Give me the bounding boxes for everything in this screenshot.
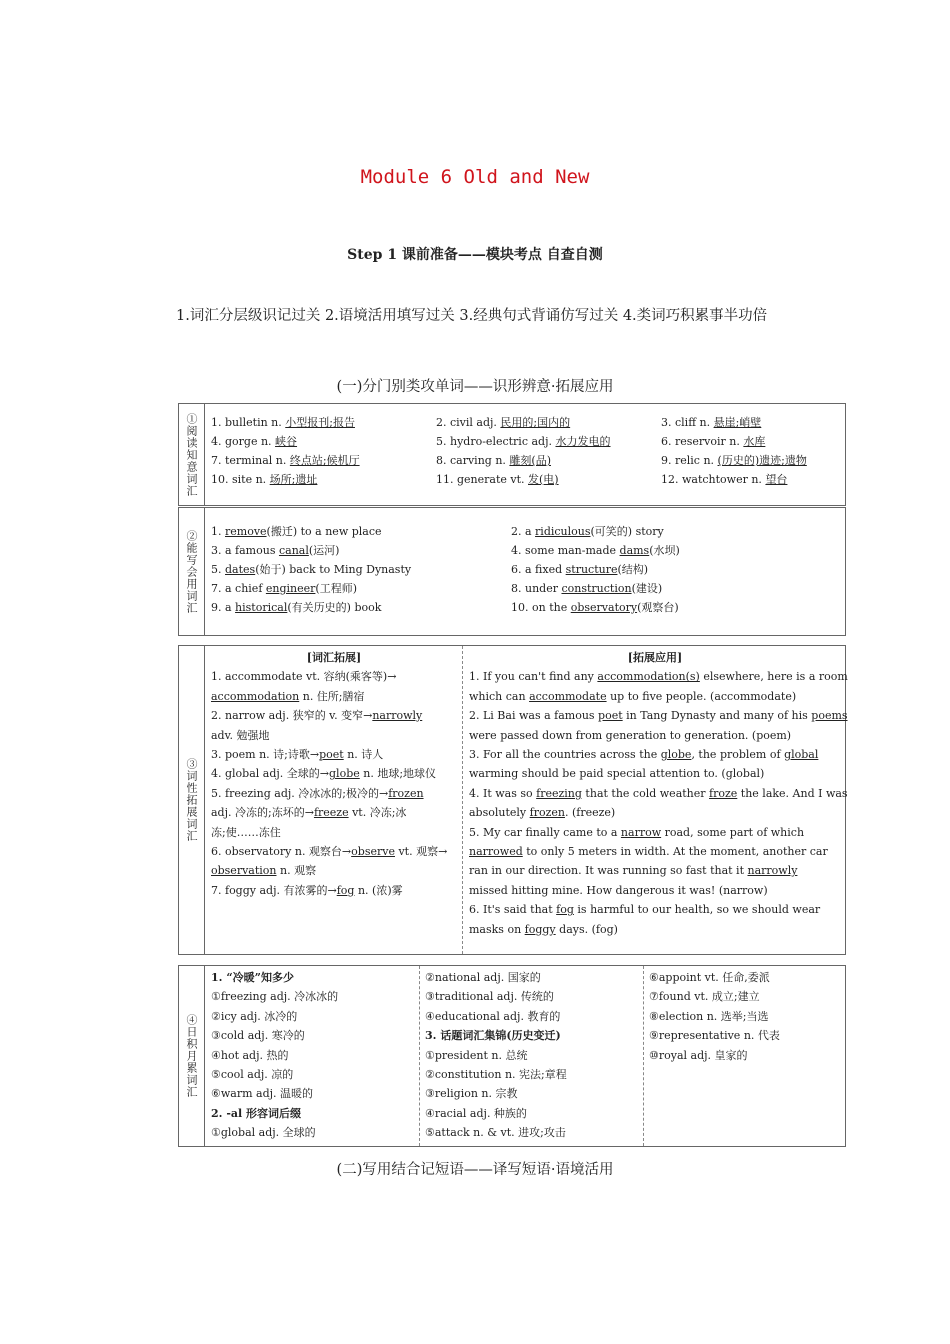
text-line [211,726,457,745]
item-text: (结构) [617,563,649,576]
answer-text: narrowly [747,864,798,878]
answer-text: narrowly [372,709,423,723]
text-line [469,667,848,686]
word-entry: ②constitution n. 宪法;章程 [425,1068,567,1082]
column-heading: [词汇拓展] [306,651,362,664]
word-entry: ⑧election n. 选举;当选 [649,1009,769,1023]
word-entry: ③religion n. 宗教 [425,1087,518,1101]
item-text: (搬迁) to a new place [266,525,382,538]
answer-text: remove [225,525,267,538]
plain-text: n. 住所;膳宿 [299,689,365,703]
text-line [469,726,841,745]
plain-text: 5. My car finally came to a [469,825,621,839]
answer-text: froze [709,786,738,800]
item-text: 3. a famous [211,544,279,557]
word-entry: ⑤attack n. & vt. 进攻;攻击 [425,1126,566,1140]
answer-text: 发(电) [528,473,559,486]
text-line [211,745,457,764]
plain-text: 4. global adj. 全球的→ [211,767,330,781]
item-text: 10. on the [511,601,571,614]
text-line [469,803,841,822]
plain-text: adv. 勉强地 [211,728,270,742]
answer-text: frozen [529,806,565,820]
answer-text: structure [565,563,618,576]
item-text: 4. gorge n. [211,435,276,448]
item-text: 12. watchtower n. [661,473,766,486]
answer-text: (历史的)遗迹;遗物 [717,454,807,467]
plain-text: days. (fog) [555,922,618,936]
vocab-item [211,435,436,448]
answer-text: 水库 [743,435,766,448]
answer-text: 水力发电的 [555,435,611,448]
vocab-item [211,416,436,429]
item-text: 8. carving n. [436,454,510,467]
application-column [469,648,848,954]
answer-text: fog [556,903,574,917]
text-line [211,764,457,783]
vocab-item [211,544,511,557]
vocab-item [436,416,661,429]
answer-text: fog [336,883,355,897]
item-text: 9. relic n. [661,454,718,467]
item-text: 9. a [211,601,236,614]
vocab-item [661,435,861,448]
word-entry: ①president n. 总统 [425,1048,528,1062]
answer-text: dates [225,563,256,576]
answer-text: 场所;遗址 [269,473,318,486]
step-heading: Step 1 课前准备——模块考点 自查自测 [347,247,603,263]
item-text: 8. under [511,582,562,595]
plain-text: adj. 冷冻的;冻坏的→ [211,806,314,820]
page-title: Module 6 Old and New [360,166,590,188]
text-line [211,881,457,900]
item-text: (始于) back to Ming Dynasty [255,563,412,576]
plain-text: 7. foggy adj. 有浓雾的→ [211,883,337,897]
answer-text: freezing [536,786,582,800]
intro-paragraph: 1.词汇分层级识记过关 2.语境活用填写过关 3.经典句式背诵仿写过关 4.类词巧积累事半功倍 [176,308,768,324]
vocab-grid [211,525,837,614]
item-text: 10. site n. [211,473,270,486]
word-entry: 2. -al 形容词后缀 [211,1106,302,1120]
section-heading-words: (一)分门别类攻单词——识形辨意·拓展应用 [336,379,614,395]
plain-text: which can [469,689,530,703]
plain-text: , the problem of [691,748,785,762]
word-entry: ④hot adj. 热的 [211,1048,289,1062]
text-line [211,842,457,861]
plain-text: ran in our direction. It was running so fast that it [469,864,748,878]
word-entry: ②national adj. 国家的 [425,971,541,984]
item-text: 2. civil adj. [436,416,501,429]
text-line [211,823,457,842]
plain-text: n. 观察 [276,864,317,878]
plain-text: 3. For all the countries across the [469,748,661,762]
column-divider [643,966,644,1146]
answer-text: canal [278,544,309,557]
text-line [469,687,841,706]
reading-vocab-box [178,403,846,506]
item-text: 6. reservoir n. [661,435,744,448]
section-heading-phrases: (二)写用结合记短语——译写短语·语境活用 [336,1162,614,1178]
word-entry: ①freezing adj. 冷冰冰的 [211,990,339,1004]
answer-text: globe [660,748,692,762]
item-text: 7. terminal n. [211,454,290,467]
plain-text: elsewhere, here is a room [699,670,848,684]
answer-text: global [784,748,819,762]
answer-text: 雕刻(品) [509,454,551,467]
vocab-item [661,416,861,429]
vocab-item [211,601,511,614]
answer-text: observe [351,845,395,859]
text-line [211,706,457,725]
text-line [469,706,848,725]
item-text: 4. some man-made [511,544,620,557]
text-line [469,861,841,880]
vocab-item [511,525,831,538]
text-line [211,803,457,822]
vocab-item [211,563,511,576]
plain-text: n. 地球;地球仪 [359,767,437,781]
vocab-item [511,544,831,557]
vocab-item [511,563,831,576]
item-text: (观察台) [637,601,679,614]
word-entry: ③traditional adj. 传统的 [425,990,554,1004]
plain-text: vt. 冷冻;冰 [348,806,407,820]
answer-text: dams [619,544,650,557]
topic-column-2 [425,968,567,1143]
answer-text: frozen [388,786,424,800]
column-divider [462,646,463,954]
item-text: 11. generate vt. [436,473,529,486]
item-text: 1. bulletin n. [211,416,286,429]
vocab-item [436,454,661,467]
answer-text: 小型报刊;报告 [285,416,355,429]
word-entry: ⑥warm adj. 温暖的 [211,1087,314,1101]
answer-text: 民用的;国内的 [500,416,571,429]
text-line [469,881,841,900]
writing-vocab-box [178,507,846,636]
word-entry: ③cold adj. 寒冷的 [211,1029,305,1043]
vocab-item [511,601,831,614]
column-heading: [拓展应用] [627,651,683,664]
answer-text: accommodate [529,689,607,703]
plain-text: warming should be paid special attention to. (global) [469,767,765,781]
item-text: 7. a chief [211,582,266,595]
item-text: (可笑的) story [590,525,664,538]
text-line [469,900,841,919]
item-text: (水坝) [649,544,680,557]
expansion-column [211,648,457,954]
item-text: 5. [211,563,225,576]
answer-text: accommodation [211,689,300,703]
column-divider [419,966,420,1146]
plain-text: 4. It was so [469,786,537,800]
plain-text: 5. freezing adj. 冷冰冰的;极冷的→ [211,786,389,800]
vocab-item [211,525,511,538]
text-line [211,861,457,880]
answer-text: globe [329,767,360,781]
answer-text: foggy [524,922,556,936]
answer-text: ridiculous [535,525,591,538]
plain-text: masks on [469,922,525,936]
answer-text: engineer [265,582,316,595]
vocab-item [511,582,831,595]
answer-text: poems [811,709,848,723]
topic-column-1 [211,968,338,1143]
text-line [469,764,841,783]
answer-text: freeze [313,806,349,820]
word-entry: ⑤cool adj. 凉的 [211,1068,294,1082]
plain-text: that the cold weather [581,786,710,800]
word-form-box [178,645,846,955]
vocab-item [661,454,861,467]
box-label: ③词性拓展词汇 [179,646,205,954]
plain-text: up to five people. (accommodate) [606,689,797,703]
vocab-grid [211,416,837,486]
item-text: 3. cliff n. [661,416,714,429]
text-line [469,745,841,764]
plain-text: n. (浓)雾 [354,883,403,897]
item-text: (建设) [631,582,663,595]
word-entry: ⑨representative n. 代表 [649,1029,780,1043]
item-text: (有关历史的) book [287,601,382,614]
text-line [211,687,457,706]
accumulation-box [178,965,846,1147]
plain-text: 1. accommodate vt. 容纳(乘客等)→ [211,670,397,684]
vocab-item [211,454,436,467]
vocab-item [436,435,661,448]
plain-text: 6. It's said that [469,903,557,917]
text-line [211,784,457,803]
plain-text: the lake. And I was [737,786,848,800]
answer-text: narrowed [469,845,523,859]
item-text: 1. [211,525,225,538]
answer-text: observation [211,864,277,878]
text-line [469,784,848,803]
plain-text: vt. 观察→ [394,845,448,859]
plain-text: were passed down from generation to generation. (poem) [469,728,792,742]
text-line [469,842,841,861]
plain-text: 2. narrow adj. 狭窄的 v. 变窄→ [211,709,373,723]
item-text: 5. hydro-electric adj. [436,435,556,448]
word-entry: ⑩royal adj. 皇家的 [649,1048,748,1062]
vocab-item [211,582,511,595]
item-text: (工程师) [315,582,358,595]
word-entry: ①global adj. 全球的 [211,1126,316,1140]
plain-text: 2. Li Bai was a famous [469,709,599,723]
word-entry: ②icy adj. 冰冷的 [211,1009,298,1023]
item-text: 6. a fixed [511,563,566,576]
answer-text: 峡谷 [275,435,298,448]
box-label: ④日积月累词汇 [179,966,205,1146]
answer-text: construction [561,582,632,595]
vocab-item [436,473,661,486]
answer-text: observatory [570,601,638,614]
answer-text: 悬崖;峭壁 [713,416,762,429]
text-line [211,667,457,686]
answer-text: accommodation(s) [597,670,700,684]
box-label: ①阅读知意词汇 [179,404,205,505]
word-entry: 1. “冷暖”知多少 [211,971,294,984]
answer-text: poet [319,748,344,762]
answer-text: 终点站;候机厅 [289,454,360,467]
answer-text: poet [598,709,623,723]
plain-text: is harmful to our health, so we should wear [573,903,821,917]
plain-text: 1. If you can't find any [469,670,598,684]
plain-text: in Tang Dynasty and many of his [622,709,812,723]
topic-column-3 [649,968,780,1065]
item-text: 2. a [511,525,536,538]
plain-text: missed hitting mine. How dangerous it was! (narrow) [469,883,768,897]
item-text: (运河) [308,544,340,557]
plain-text: to only 5 meters in width. At the moment, another car [522,845,828,859]
answer-text: historical [235,601,288,614]
plain-text: . (freeze) [564,806,616,820]
plain-text: 冻;使……冻住 [211,825,281,839]
plain-text: n. 诗人 [343,748,384,762]
word-entry: ⑦found vt. 成立;建立 [649,990,760,1004]
answer-text: narrow [620,825,662,839]
plain-text: 3. poem n. 诗;诗歌→ [211,748,320,762]
text-line [469,823,841,842]
plain-text: 6. observatory n. 观察台→ [211,845,352,859]
word-entry: ④educational adj. 教育的 [425,1009,561,1023]
text-line [469,920,841,939]
word-entry: ⑥appoint vt. 任命,委派 [649,971,770,984]
plain-text: absolutely [469,806,530,820]
box-label: ②能写会用词汇 [179,508,205,635]
word-entry: 3. 话题词汇集锦(历史变迁) [425,1029,561,1043]
vocab-item [661,473,861,486]
answer-text: 望台 [765,473,788,486]
plain-text: road, some part of which [661,825,805,839]
vocab-item [211,473,436,486]
word-entry: ④racial adj. 种族的 [425,1106,527,1120]
